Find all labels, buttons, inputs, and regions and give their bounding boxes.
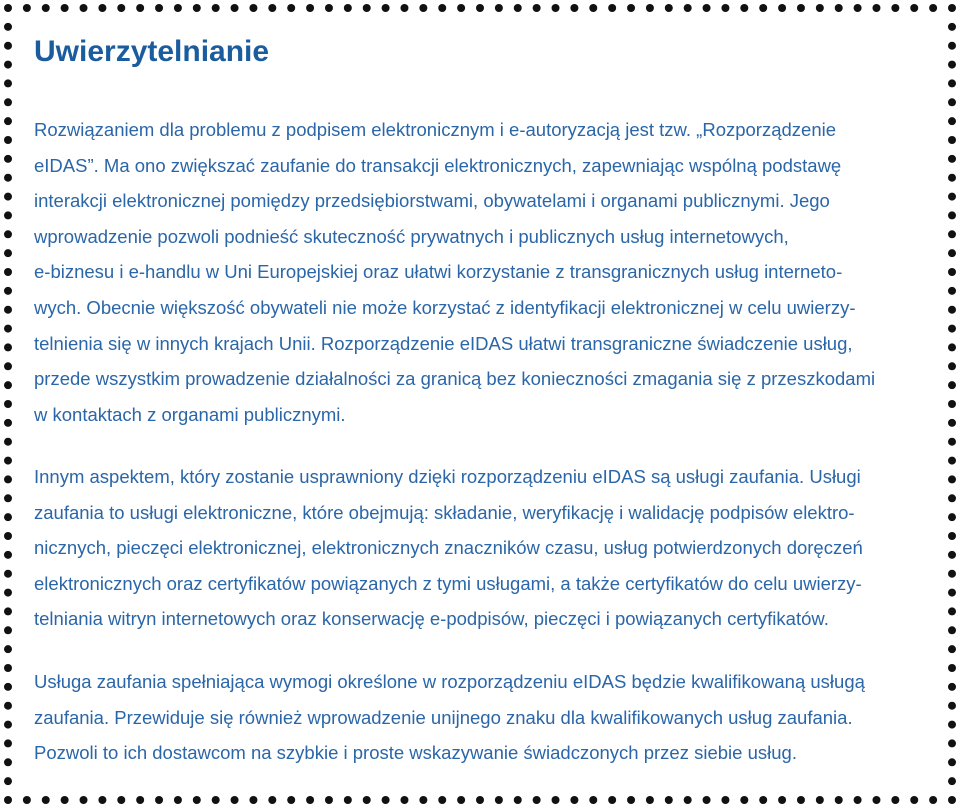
frame-dot [665, 796, 673, 804]
frame-dot [948, 758, 956, 766]
frame-dot [249, 4, 257, 12]
frame-dot [684, 796, 692, 804]
frame-dot [948, 61, 956, 69]
frame-dot [325, 4, 333, 12]
frame-dot [287, 4, 295, 12]
frame-dot [287, 796, 295, 804]
frame-dot [948, 702, 956, 710]
frame-dot [948, 664, 956, 672]
frame-dot [4, 645, 12, 653]
frame-dot [400, 796, 408, 804]
frame-dot [117, 796, 125, 804]
frame-dot [570, 4, 578, 12]
frame-dot [23, 796, 31, 804]
frame-dot [4, 117, 12, 125]
text-line: Usługa zaufania spełniająca wymogi określone w rozporządzeniu eIDAS będzie kwalifikowaną usługą [34, 671, 865, 692]
text-line: Pozwoli to ich dostawcom na szybkie i proste wskazywanie świadczonych przez siebie usług. [34, 742, 797, 764]
frame-dot [4, 268, 12, 276]
frame-dot [231, 4, 239, 12]
text-line: zaufania. Przewiduje się również wprowadzenie unijnego znaku dla kwalifikowanych usług zaufania. [34, 706, 853, 728]
frame-dot [948, 721, 956, 729]
frame-dot [948, 230, 956, 238]
frame-dot [4, 758, 12, 766]
frame-dot [910, 796, 918, 804]
frame-dot [948, 683, 956, 691]
frame-dot [4, 61, 12, 69]
text-line: zaufania to usługi elektroniczne, które obejmują: składanie, weryfikację i walidację podpisów elektro- [34, 501, 855, 523]
frame-dot [948, 343, 956, 351]
frame-dot [948, 570, 956, 578]
frame-dot [80, 796, 88, 804]
frame-dot [854, 796, 862, 804]
text-line: Rozwiązaniem dla problemu z podpisem elektronicznym i e-autoryzacją jest tzw. „Rozporządzenie [34, 119, 837, 140]
frame-dot [4, 4, 12, 12]
frame-dot [570, 796, 578, 804]
frame-dot [948, 117, 956, 125]
frame-dot [589, 796, 597, 804]
frame-dot [835, 4, 843, 12]
frame-dot [948, 136, 956, 144]
frame-dot [98, 796, 106, 804]
frame-dot [382, 796, 390, 804]
frame-dot [4, 98, 12, 106]
text-line: e-biznesu i e-handlu w Uni Europejskiej oraz ułatwi korzystanie z transgranicznych usług interneto- [34, 261, 843, 283]
frame-dot [948, 777, 956, 785]
frame-dot [382, 4, 390, 12]
frame-dot [193, 4, 201, 12]
frame-dot [419, 796, 427, 804]
frame-dot [589, 4, 597, 12]
frame-dot [174, 796, 182, 804]
frame-dot [476, 4, 484, 12]
frame-dot [80, 4, 88, 12]
frame-dot [42, 4, 50, 12]
frame-dot [703, 4, 711, 12]
frame-dot [948, 551, 956, 559]
frame-dot [438, 4, 446, 12]
frame-dot [4, 626, 12, 634]
frame-dot [4, 325, 12, 333]
frame-dot [4, 607, 12, 615]
frame-dot [400, 4, 408, 12]
frame-dot [891, 796, 899, 804]
frame-dot [438, 796, 446, 804]
frame-dot [948, 589, 956, 597]
frame-dot [174, 4, 182, 12]
paragraph-trust-services [34, 459, 863, 637]
frame-dot [948, 532, 956, 540]
text-line: telniania witryn internetowych oraz konserwację e-podpisów, pieczęci i powiązanych certyfikatów. [34, 608, 829, 630]
frame-dot [948, 381, 956, 389]
frame-dot [929, 796, 937, 804]
frame-dot [514, 4, 522, 12]
frame-dot [948, 249, 956, 257]
frame-dot [948, 494, 956, 502]
frame-dot [948, 513, 956, 521]
frame-dot [4, 362, 12, 370]
text-line: elektronicznych oraz certyfikatów powiązanych z tymi usługami, a także certyfikatów do celu uwierzy- [34, 572, 862, 594]
frame-dot [948, 23, 956, 31]
frame-dot [231, 796, 239, 804]
frame-dot [136, 796, 144, 804]
frame-dot [533, 796, 541, 804]
frame-dot [910, 4, 918, 12]
frame-dot [419, 4, 427, 12]
frame-dot [891, 4, 899, 12]
frame-dot [4, 211, 12, 219]
frame-dot [948, 457, 956, 465]
frame-dot [665, 4, 673, 12]
frame-dot [4, 551, 12, 559]
frame-dot [721, 4, 729, 12]
paragraph-qualified-trust-service [34, 664, 865, 771]
frame-dot [948, 268, 956, 276]
frame-dot [306, 4, 314, 12]
frame-dot [816, 796, 824, 804]
frame-dot [4, 42, 12, 50]
frame-dot [155, 796, 163, 804]
frame-dot [4, 475, 12, 483]
frame-dot [4, 739, 12, 747]
frame-dot [268, 4, 276, 12]
frame-dot [948, 739, 956, 747]
frame-dot [948, 155, 956, 163]
frame-dot [948, 626, 956, 634]
frame-dot [929, 4, 937, 12]
frame-dot [61, 4, 69, 12]
frame-dot [872, 796, 880, 804]
frame-dot [759, 4, 767, 12]
frame-dot [948, 42, 956, 50]
frame-dot [4, 664, 12, 672]
text-line: w kontaktach z organami publicznymi. [34, 403, 346, 425]
text-line: wych. Obecnie większość obywateli nie może korzystać z identyfikacji elektronicznej w celu uwierzy- [34, 296, 856, 318]
frame-dot [948, 400, 956, 408]
frame-dot [4, 796, 12, 804]
frame-dot [835, 796, 843, 804]
frame-dot [457, 796, 465, 804]
frame-dot [778, 796, 786, 804]
frame-dot [268, 796, 276, 804]
frame-dot [4, 438, 12, 446]
frame-dot [4, 419, 12, 427]
frame-dot [948, 796, 956, 804]
frame-dot [4, 136, 12, 144]
frame-dot [646, 4, 654, 12]
frame-dot [495, 4, 503, 12]
frame-dot [684, 4, 692, 12]
frame-dot [344, 796, 352, 804]
frame-dot [948, 325, 956, 333]
frame-dot [4, 381, 12, 389]
frame-dot [948, 607, 956, 615]
frame-dot [948, 211, 956, 219]
frame-dot [4, 589, 12, 597]
frame-dot [948, 287, 956, 295]
frame-dot [4, 400, 12, 408]
frame-dot [495, 796, 503, 804]
frame-dot [759, 796, 767, 804]
frame-dot [778, 4, 786, 12]
frame-dot [136, 4, 144, 12]
frame-dot [4, 230, 12, 238]
frame-dot [61, 796, 69, 804]
frame-dot [608, 4, 616, 12]
frame-dot [4, 287, 12, 295]
frame-dot [646, 796, 654, 804]
frame-dot [740, 796, 748, 804]
frame-dot [4, 570, 12, 578]
paragraph-authentication-intro [34, 112, 875, 432]
frame-dot [4, 683, 12, 691]
frame-dot [476, 796, 484, 804]
frame-dot [608, 796, 616, 804]
frame-dot [155, 4, 163, 12]
frame-dot [363, 796, 371, 804]
frame-dot [98, 4, 106, 12]
frame-dot [948, 4, 956, 12]
text-line: interakcji elektronicznej pomiędzy przedsiębiorstwami, obywatelami i organami publicznymi. Jego [34, 190, 830, 212]
frame-dot [948, 362, 956, 370]
frame-dot [117, 4, 125, 12]
text-line: telnienia się w innych krajach Unii. Rozporządzenie eIDAS ułatwi transgraniczne świadczenie usług, [34, 332, 853, 354]
frame-dot [740, 4, 748, 12]
frame-dot [533, 4, 541, 12]
frame-dot [4, 23, 12, 31]
frame-dot [4, 155, 12, 163]
frame-dot [948, 174, 956, 182]
frame-dot [948, 475, 956, 483]
frame-dot [627, 4, 635, 12]
frame-dot [948, 419, 956, 427]
frame-dot [42, 796, 50, 804]
frame-dot [4, 306, 12, 314]
frame-dot [552, 796, 560, 804]
frame-dot [872, 4, 880, 12]
frame-dot [23, 4, 31, 12]
frame-dot [306, 796, 314, 804]
text-line: eIDAS”. Ma ono zwiększać zaufanie do transakcji elektronicznych, zapewniając wspólną podstawę [34, 154, 842, 176]
frame-dot [703, 796, 711, 804]
frame-dot [4, 457, 12, 465]
frame-dot [4, 532, 12, 540]
page-title: Uwierzytelnianie [34, 35, 270, 68]
frame-dot [4, 193, 12, 201]
frame-dot [854, 4, 862, 12]
frame-dot [212, 796, 220, 804]
frame-dot [363, 4, 371, 12]
text-line: nicznych, pieczęci elektronicznej, elektronicznych znaczników czasu, usług potwierdzonych doręczeń [34, 537, 863, 559]
text-line: wprowadzenie pozwoli podnieść skuteczność prywatnych i publicznych usług internetowych, [34, 225, 789, 247]
frame-dot [4, 343, 12, 351]
frame-dot [4, 702, 12, 710]
frame-dot [948, 306, 956, 314]
frame-dot [721, 796, 729, 804]
frame-dot [514, 796, 522, 804]
frame-dot [948, 193, 956, 201]
frame-dot [4, 494, 12, 502]
frame-dot [4, 513, 12, 521]
frame-dot [325, 796, 333, 804]
frame-dot [552, 4, 560, 12]
frame-dot [797, 4, 805, 12]
frame-dot [948, 645, 956, 653]
frame-dot [4, 79, 12, 87]
frame-dot [212, 4, 220, 12]
frame-dot [193, 796, 201, 804]
frame-dot [4, 777, 12, 785]
text-line: przede wszystkim prowadzenie działalności za granicą bez konieczności zmagania się z przeszkodami [34, 368, 876, 390]
frame-dot [816, 4, 824, 12]
frame-dot [4, 721, 12, 729]
frame-dot [457, 4, 465, 12]
frame-dot [948, 438, 956, 446]
frame-dot [948, 98, 956, 106]
frame-dot [948, 79, 956, 87]
frame-dot [4, 249, 12, 257]
text-line: Innym aspektem, który zostanie usprawniony dzięki rozporządzeniu eIDAS są usługi zaufania. Usługi [34, 466, 861, 487]
frame-dot [249, 796, 257, 804]
frame-dot [344, 4, 352, 12]
frame-dot [4, 174, 12, 182]
frame-dot [797, 796, 805, 804]
frame-dot [627, 796, 635, 804]
